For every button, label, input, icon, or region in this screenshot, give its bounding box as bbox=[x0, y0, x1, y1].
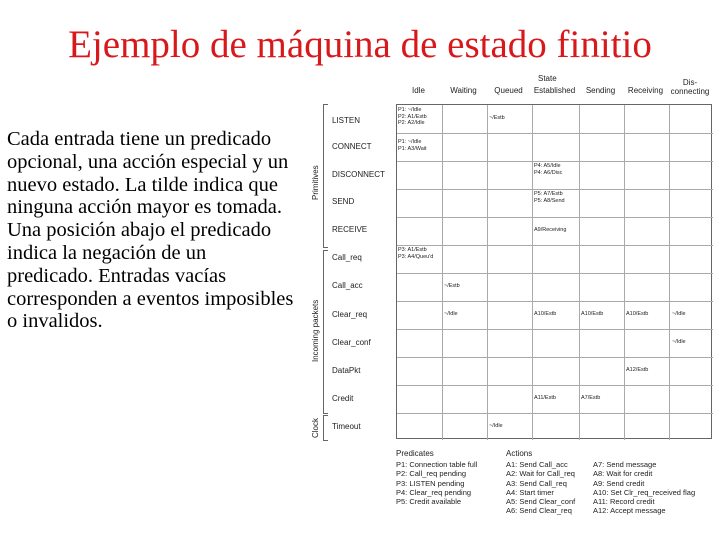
grid-divider bbox=[397, 161, 713, 162]
state-transition-grid bbox=[396, 104, 712, 439]
column-sending: Sending bbox=[585, 86, 616, 95]
predicate-item: P3: LISTEN pending bbox=[396, 478, 465, 488]
cell-connect-idle: P1: ~/Idle P1: A3/Wait bbox=[398, 139, 427, 152]
row-label-timeout: Timeout bbox=[332, 422, 361, 431]
column-waiting: Waiting bbox=[450, 86, 477, 95]
grid-divider bbox=[397, 245, 713, 246]
slide-description: Cada entrada tiene un predicado opcional, una acción especial y un nuevo estado. La tilde indica que ninguna acción mayor es tomada. Una posición abajo el predicado indica la negación de un predicado. Entradas vacías corresponden a eventos imposibles o invalidos. bbox=[7, 128, 294, 333]
action-item: A4: Start timer bbox=[506, 487, 554, 497]
row-label-connect: CONNECT bbox=[332, 142, 372, 151]
clock-bracket bbox=[323, 415, 328, 441]
cell-clearconf-disconnecting: ~/Idle bbox=[672, 339, 686, 345]
action-item: A2: Wait for Call_req bbox=[506, 469, 575, 479]
cell-listen-idle: P1: ~/Idle P2: A1/Estb P2: A2/Idle bbox=[398, 107, 427, 127]
cell-clearreq-established: A10/Estb bbox=[534, 311, 557, 317]
column-disconnecting: Dis- connecting bbox=[670, 78, 710, 96]
cell-credit-sending: A7/Estb bbox=[581, 395, 601, 401]
cell-clearreq-disconnecting: ~/Idle bbox=[672, 311, 686, 317]
column-receiving: Receiving bbox=[627, 86, 664, 95]
grid-divider bbox=[397, 189, 713, 190]
incoming-packets-bracket bbox=[323, 250, 328, 414]
grid-divider bbox=[397, 273, 713, 274]
grid-divider bbox=[397, 413, 713, 414]
grid-divider bbox=[397, 357, 713, 358]
row-label-listen: LISTEN bbox=[332, 116, 361, 125]
actions-list-right bbox=[593, 460, 695, 516]
cell-timeout-queued: ~/Idle bbox=[489, 423, 503, 429]
row-label-receive: RECEIVE bbox=[332, 225, 368, 234]
action-item: A5: Send Clear_conf bbox=[506, 497, 576, 507]
action-item: A6: Send Clear_req bbox=[506, 506, 572, 516]
row-label-call-acc: Call_acc bbox=[332, 281, 363, 290]
action-item: A12: Accept message bbox=[593, 506, 666, 516]
row-label-disconnect: DISCONNECT bbox=[332, 170, 385, 179]
grid-divider bbox=[397, 329, 713, 330]
action-item: A7: Send message bbox=[593, 460, 657, 469]
action-item: A9: Send credit bbox=[593, 478, 645, 488]
group-label-clock: Clock bbox=[311, 417, 320, 438]
row-label-clear-conf: Clear_conf bbox=[332, 338, 371, 347]
slide-title: Ejemplo de máquina de estado finitio bbox=[68, 23, 652, 66]
action-item: A1: Send Call_acc bbox=[506, 460, 568, 469]
cell-clearreq-receiving: A10/Estb bbox=[626, 311, 649, 317]
grid-divider bbox=[397, 385, 713, 386]
actions-heading: Actions bbox=[506, 449, 533, 458]
predicate-item: P4: Clear_req pending bbox=[396, 487, 472, 497]
row-label-clear-req: Clear_req bbox=[332, 310, 368, 319]
primitives-bracket bbox=[323, 104, 328, 248]
row-label-datapkt: DataPkt bbox=[332, 366, 361, 375]
row-label-call-req: Call_req bbox=[332, 253, 362, 262]
action-item: A3: Send Call_req bbox=[506, 478, 567, 488]
cell-clearreq-waiting: ~/Idle bbox=[444, 311, 458, 317]
cell-clearreq-sending: A10/Estb bbox=[581, 311, 604, 317]
predicate-item: P2: Call_req pending bbox=[396, 469, 467, 479]
grid-divider bbox=[397, 133, 713, 134]
predicate-item: P1: Connection table full bbox=[396, 460, 478, 469]
cell-callacc-waiting: ~/Estb bbox=[444, 283, 460, 289]
grid-divider bbox=[397, 217, 713, 218]
row-label-credit: Credit bbox=[332, 394, 354, 403]
predicates-list bbox=[396, 460, 477, 506]
action-item: A8: Wait for credit bbox=[593, 469, 653, 479]
cell-credit-established: A11/Estb bbox=[534, 395, 556, 401]
predicates-heading: Predicates bbox=[396, 449, 434, 458]
grid-divider bbox=[397, 301, 713, 302]
action-item: A11: Record credit bbox=[593, 497, 655, 507]
predicate-item: P5: Credit available bbox=[396, 497, 462, 507]
cell-receive-established: A9/Receiving bbox=[534, 227, 567, 233]
cell-send-established: P5: A7/Estb P5: A8/Send bbox=[534, 191, 565, 204]
state-axis-label: State bbox=[538, 74, 557, 83]
cell-callreq-idle: P3: A1/Estb P3: A4/Queu'd bbox=[398, 247, 434, 260]
group-label-primitives: Primitives bbox=[311, 165, 320, 200]
group-label-incoming-packets: Incoming packets bbox=[311, 299, 320, 362]
row-label-send: SEND bbox=[332, 197, 355, 206]
cell-listen-queued: ~/Estb bbox=[489, 115, 505, 121]
cell-disconnect-established: P4: A5/Idle P4: A6/Disc bbox=[534, 163, 563, 176]
column-established: Established bbox=[533, 86, 576, 95]
cell-datapkt-receiving: A12/Estb bbox=[626, 367, 649, 373]
actions-list-left bbox=[506, 460, 575, 516]
action-item: A10: Set Clr_req_received flag bbox=[593, 487, 696, 497]
column-queued: Queued bbox=[494, 86, 523, 95]
column-idle: Idle bbox=[412, 86, 425, 95]
